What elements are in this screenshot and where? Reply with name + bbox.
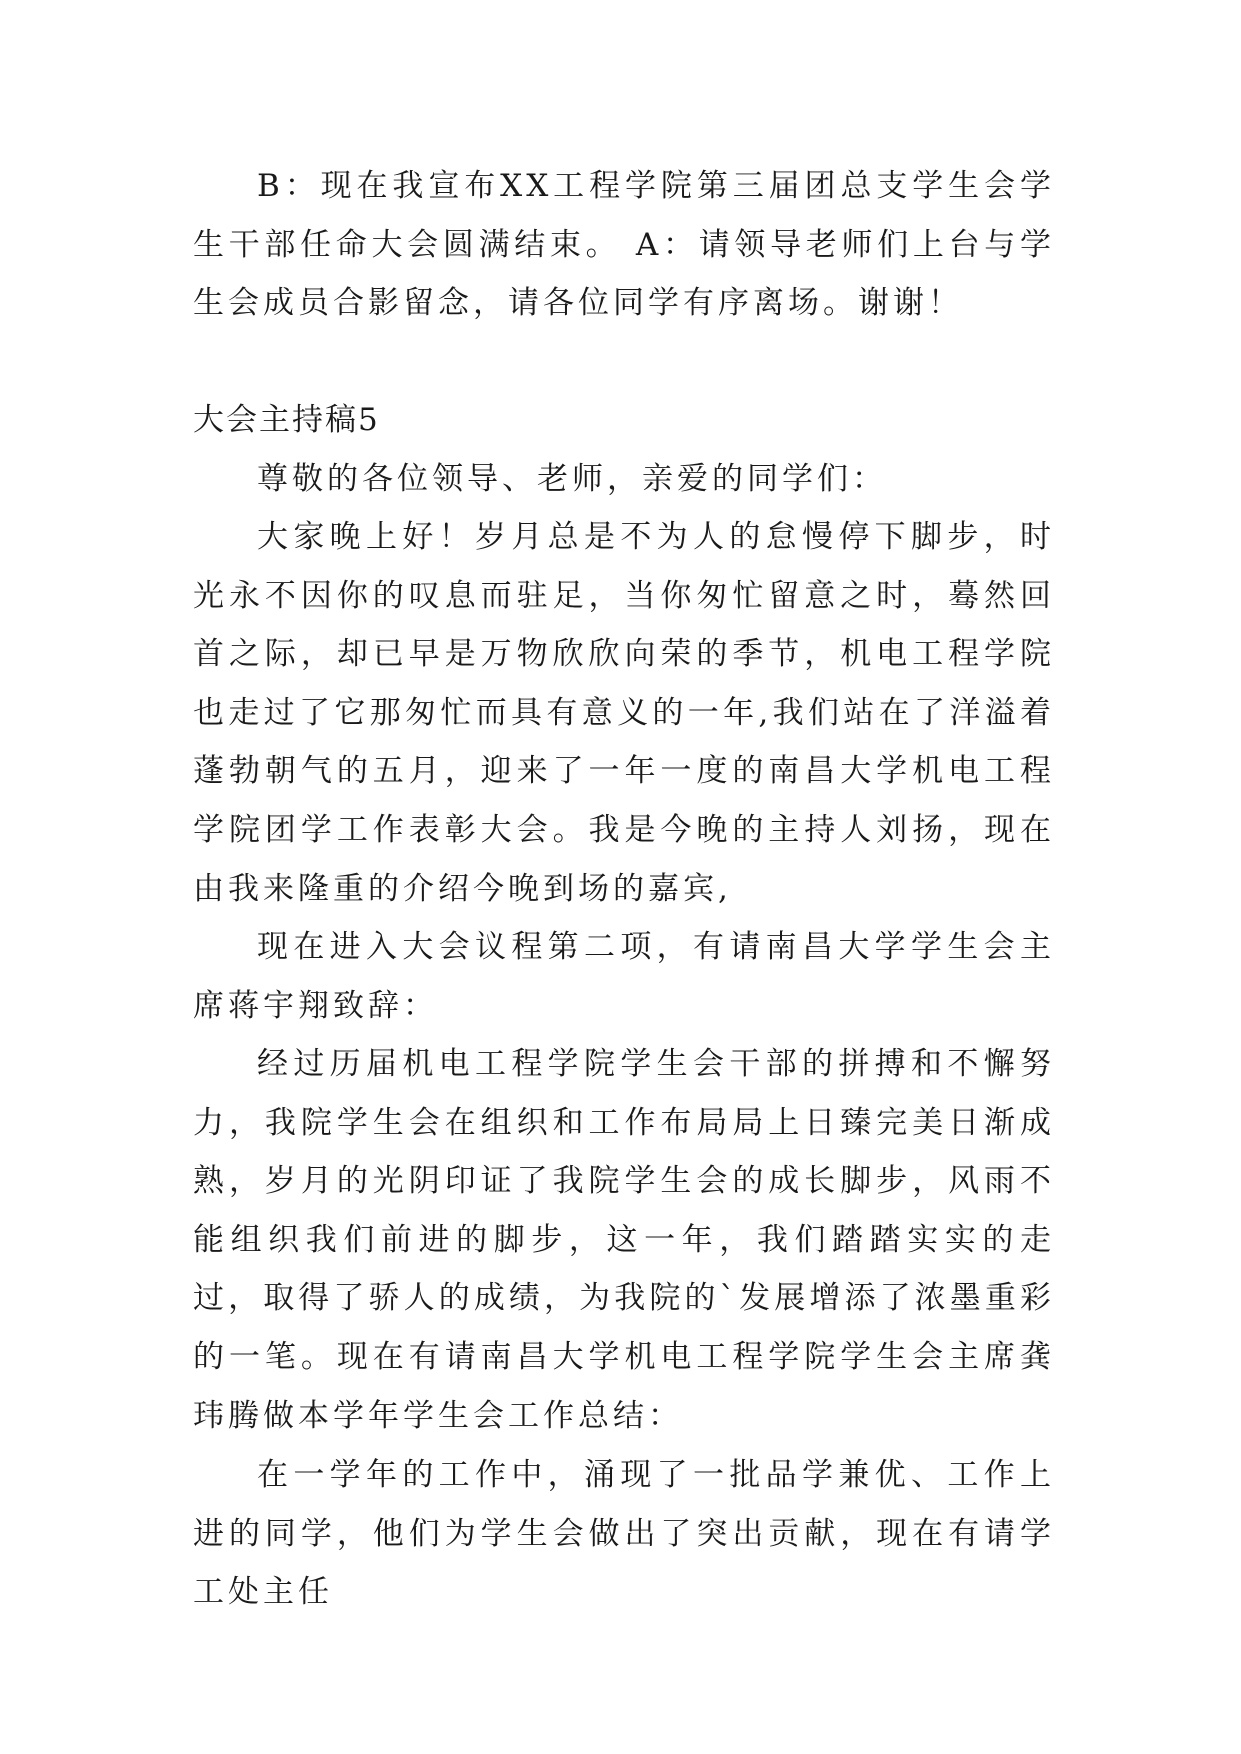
- agenda-paragraph: 现在进入大会议程第二项，有请南昌大学学生会主席蒋宇翔致辞：: [193, 929, 1055, 1024]
- closing-paragraph: B：现在我宣布XX工程学院第三届团总支学生会学生干部任命大会圆满结束。 A：请领导老师们上台与学生会成员合影留念，请各位同学有序离场。谢谢！: [193, 168, 1055, 322]
- greeting-paragraph: 尊敬的各位领导、老师，亲爱的同学们：: [257, 461, 887, 497]
- commendation-paragraph: 在一学年的工作中，涌现了一批品学兼优、工作上进的同学，他们为学生会做出了突出贡献，现在有请学工处主任: [193, 1457, 1055, 1611]
- opening-paragraph: 大家晚上好！岁月总是不为人的怠慢停下脚步，时光永不因你的叹息而驻足，当你匆忙留意之时，蓦然回首之际，却已早是万物欣欣向荣的季节，机电工程学院也走过了它那匆忙而具有意义的一年,我们站在了洋溢着蓬勃朝气的五月，迎来了一年一度的南昌大学机电工程学院团学工作表彰大会。我是今晚的主持人刘扬，现在由我来隆重的介绍今晚到场的嘉宾,: [193, 519, 1055, 907]
- summary-paragraph: 经过历届机电工程学院学生会干部的拼搏和不懈努力，我院学生会在组织和工作布局局上日臻完美日渐成熟，岁月的光阴印证了我院学生会的成长脚步，风雨不能组织我们前进的脚步，这一年，我们踏踏实实的走过，取得了骄人的成绩，为我院的`发展增添了浓墨重彩的一笔。现在有请南昌大学机电工程学院学生会主席龚玮腾做本学年学生会工作总结：: [193, 1046, 1055, 1434]
- section-title: 大会主持稿5: [193, 402, 380, 438]
